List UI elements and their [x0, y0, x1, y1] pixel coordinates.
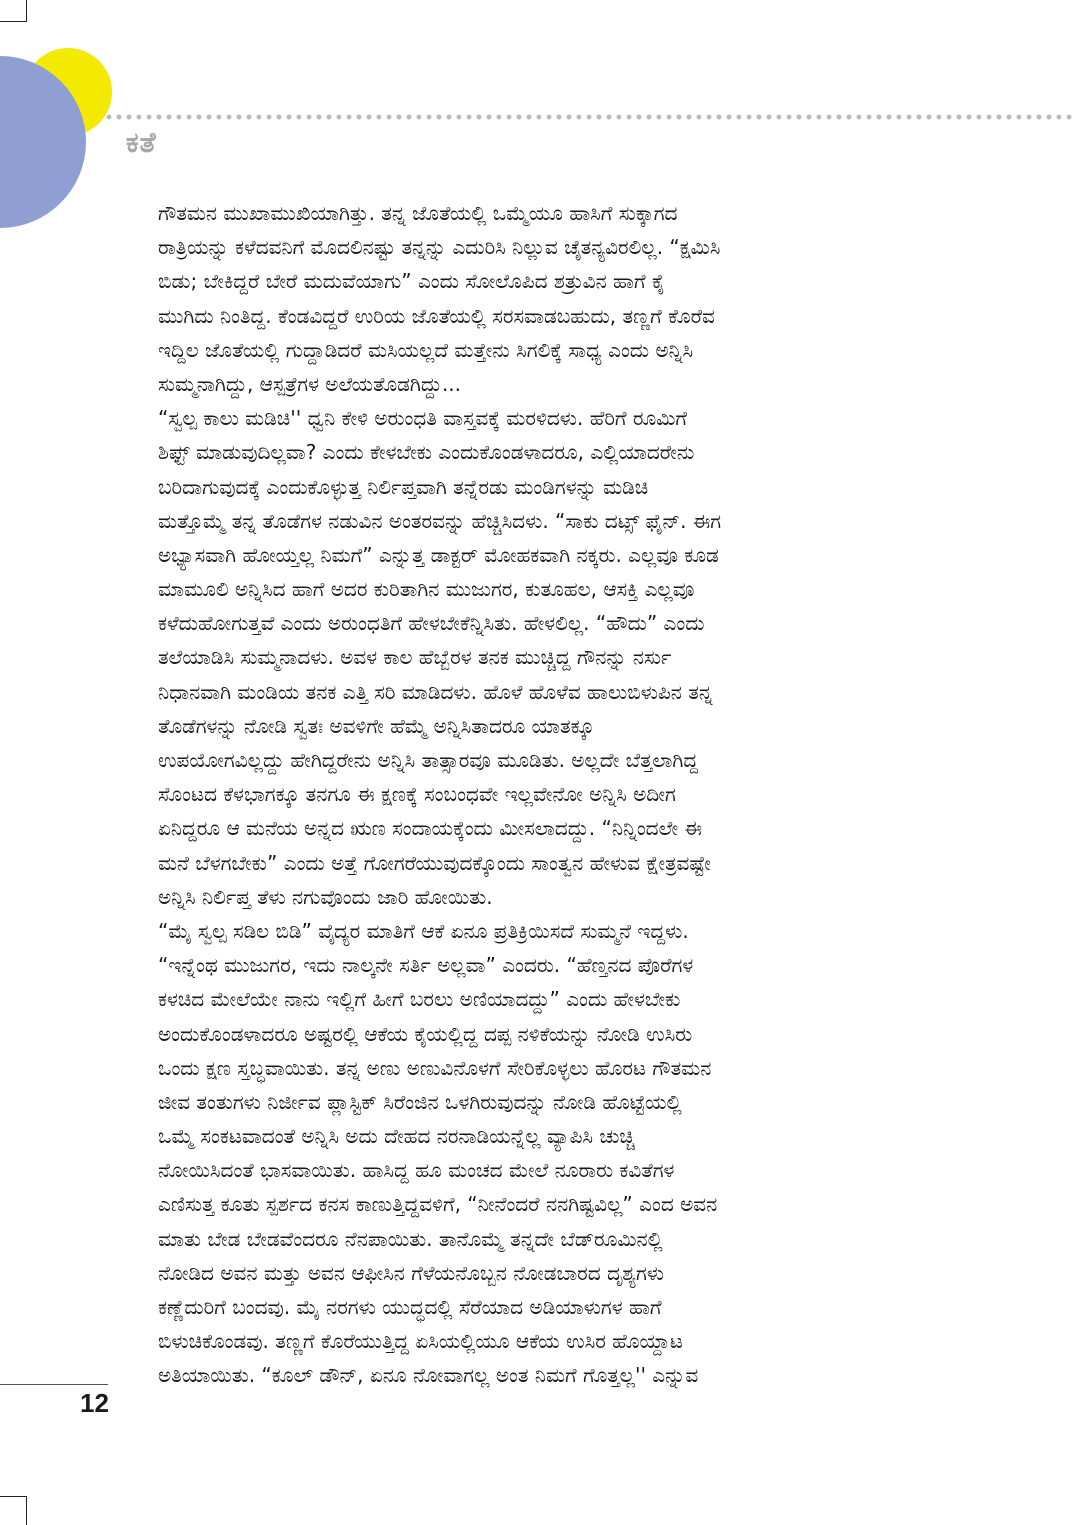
body-line: ಬಿಡು; ಬೇಕಿದ್ದರೆ ಬೇರೆ ಮದುವೆಯಾಗು” ಎಂದು ಸೋಲೊಪಿದ ಶತ್ರುವಿನ ಹಾಗೆ ಕೈ	[158, 269, 666, 294]
story-body	[158, 196, 906, 1393]
body-line: ಮನೆ ಬೆಳಗಬೇಕು” ಎಂದು ಅತ್ತೆ ಗೋಗರೆಯುವುದಕ್ಕೊಂದು ಸಾಂತ್ವನ ಹೇಳುವ ಕ್ಷೇತ್ರವಷ್ಟೇ	[158, 850, 711, 875]
body-line: ಸೊಂಟದ ಕೆಳಭಾಗಕ್ಕೂ ತನಗೂ ಈ ಕ್ಷಣಕ್ಕೆ ಸಂಬಂಧವೇ ಇಲ್ಲವೇನೋ ಅನ್ನಿಸಿ ಅದೀಗ	[158, 782, 676, 807]
body-line: ಕಳಚಿದ ಮೇಲೆಯೇ ನಾನು ಇಲ್ಲಿಗೆ ಹೀಗೆ ಬರಲು ಅಣಿಯಾದದ್ದು” ಎಂದು ಹೇಳಬೇಕು	[158, 987, 681, 1012]
page-number: 12	[80, 1388, 109, 1418]
body-line: ಸುಮ್ಮನಾಗಿದ್ದು, ಆಸ್ಪತ್ರೆಗಳ ಅಲೆಯತೊಡಗಿದ್ದು...	[158, 371, 462, 396]
body-line: ಒಂದು ಕ್ಷಣ ಸ್ತಬ್ಧವಾಯಿತು. ತನ್ನ ಅಣು ಅಣುವಿನೊಳಗೆ ಸೇರಿಕೊಳ್ಳಲು ಹೊರಟ ಗೌತಮನ	[158, 1055, 712, 1080]
crop-mark-bottom	[26, 1496, 27, 1525]
body-line: “ಸ್ವಲ್ಪ ಕಾಲು ಮಡಿಚಿ'' ಧ್ವನಿ ಕೇಳಿ ಅರುಂಧತಿ ವಾಸ್ತವಕ್ಕೆ ಮರಳಿದಳು. ಹೆರಿಗೆ ರೂಮಿಗೆ	[158, 406, 687, 431]
footer-rule	[0, 1384, 108, 1385]
body-line: ಅಂದುಕೊಂಡಳಾದರೂ ಅಷ್ಟರಲ್ಲಿ ಆಕೆಯ ಕೈಯಲ್ಲಿದ್ದ ದಪ್ಪ ನಳಿಕೆಯನ್ನು ನೋಡಿ ಉಸಿರು	[158, 1021, 693, 1046]
body-line: ತೊಡೆಗಳನ್ನು ನೋಡಿ ಸ್ವತಃ ಅವಳಿಗೇ ಹೆಮ್ಮೆ ಅನ್ನಿಸಿತಾದರೂ ಯಾತಕ್ಕೂ	[158, 713, 595, 738]
body-line: ಬಿಳುಚಿಕೊಂಡವು. ತಣ್ಣಗೆ ಕೊರೆಯುತ್ತಿದ್ದ ಏಸಿಯಲ್ಲಿಯೂ ಆಕೆಯ ಉಸಿರ ಹೊಯ್ದಾಟ	[158, 1329, 683, 1354]
body-line: ಮಾತು ಬೇಡ ಬೇಡವೆಂದರೂ ನೆನಪಾಯಿತು. ತಾನೊಮ್ಮೆ ತನ್ನದೇ ಬೆಡ್‌ರೂಮಿನಲ್ಲಿ	[158, 1226, 663, 1251]
crop-mark-top	[26, 0, 27, 22]
body-line: ಅಭ್ಯಾಸವಾಗಿ ಹೋಯ್ತಲ್ಲ ನಿಮಗೆ” ಎನ್ನುತ್ತ ಡಾಕ್ಟರ್ ಮೋಹಕವಾಗಿ ನಕ್ಕರು. ಎಲ್ಲವೂ ಕೂಡ	[158, 542, 719, 567]
body-line: ನೋಯಿಸಿದಂತೆ ಭಾಸವಾಯಿತು. ಹಾಸಿದ್ದ ಹೂ ಮಂಚದ ಮೇಲೆ ನೂರಾರು ಕವಿತೆಗಳ	[158, 1158, 675, 1183]
body-line: ಜೀವ ತಂತುಗಳು ನಿರ್ಜೀವ ಪ್ಲಾಸ್ಟಿಕ್ ಸಿರೆಂಜಿನ ಒಳಗಿರುವುದನ್ನು ನೋಡಿ ಹೊಟ್ಟೆಯಲ್ಲಿ	[158, 1089, 682, 1114]
body-line: ಕಳೆದುಹೋಗುತ್ತವೆ ಎಂದು ಅರುಂಧತಿಗೆ ಹೇಳಬೇಕೆನ್ನಿಸಿತು. ಹೇಳಲಿಲ್ಲ. “ಹೌದು” ಎಂದು	[158, 611, 705, 636]
body-line: ಅನ್ನಿಸಿ ನಿರ್ಲಿಪ್ತ ತೆಳು ನಗುವೊಂದು ಜಾರಿ ಹೋಯಿತು.	[158, 884, 493, 909]
body-line: “ಮೈ ಸ್ವಲ್ಪ ಸಡಿಲ ಬಿಡಿ” ವೈದ್ಯರ ಮಾತಿಗೆ ಆಕೆ ಏನೂ ಪ್ರತಿಕ್ರಿಯಿಸದೆ ಸುಮ್ಮನೆ ಇದ್ದಳು.	[158, 918, 689, 943]
body-line: ಗೌತಮನ ಮುಖಾಮುಖಿಯಾಗಿತ್ತು. ತನ್ನ ಜೊತೆಯಲ್ಲಿ ಒಮ್ಮೆಯೂ ಹಾಸಿಗೆ ಸುಕ್ಕಾಗದ	[158, 201, 678, 225]
body-line: ಅತಿಯಾಯಿತು. “ಕೂಲ್ ಡೌನ್, ಏನೂ ನೋವಾಗಲ್ಲ ಅಂತ ನಿಮಗೆ ಗೊತ್ತಲ್ಲ'' ಎನ್ನುವ	[158, 1363, 699, 1388]
body-line: ತಲೆಯಾಡಿಸಿ ಸುಮ್ಮನಾದಳು. ಅವಳ ಕಾಲ ಹೆಬ್ಬೆರಳ ತನಕ ಮುಚ್ಚಿದ್ದ ಗೌನನ್ನು ನರ್ಸು	[158, 645, 672, 670]
body-line: ನೋಡಿದ ಅವನ ಮತ್ತು ಅವನ ಆಫೀಸಿನ ಗೆಳೆಯನೊಬ್ಬನ ನೋಡಬಾರದ ದೃಶ್ಯಗಳು	[158, 1260, 665, 1285]
body-line: ಎಣಿಸುತ್ತ ಕೂತು ಸ್ಪರ್ಶದ ಕನಸ ಕಾಣುತ್ತಿದ್ದವಳಿಗೆ, “ನೀನೆಂದರೆ ನನಗಿಷ್ಟವಿಲ್ಲ” ಎಂದ ಅವನ	[158, 1192, 718, 1217]
body-line: ಮಾಮೂಲಿ ಅನ್ನಿಸಿದ ಹಾಗೆ ಅದರ ಕುರಿತಾಗಿನ ಮುಜುಗರ, ಕುತೂಹಲ, ಆಸಕ್ತಿ ಎಲ್ಲವೂ	[158, 577, 695, 602]
body-line: ನಿಧಾನವಾಗಿ ಮಂಡಿಯ ತನಕ ಎತ್ತಿ ಸರಿ ಮಾಡಿದಳು. ಹೊಳೆ ಹೊಳೆವ ಹಾಲುಬಿಳುಪಿನ ತನ್ನ	[158, 679, 713, 704]
crop-mark-top-h	[0, 21, 26, 22]
crop-mark-bottom-h	[0, 1496, 26, 1497]
body-line: ಉಪಯೋಗವಿಲ್ಲದ್ದು ಹೇಗಿದ್ದರೇನು ಅನ್ನಿಸಿ ತಾತ್ಸಾರವೂ ಮೂಡಿತು. ಅಲ್ಲದೇ ಬೆತ್ತಲಾಗಿದ್ದ	[158, 748, 699, 772]
body-line: ಕಣ್ಣೆದುರಿಗೆ ಬಂದವು. ಮೈ ನರಗಳು ಯುದ್ಧದಲ್ಲಿ ಸೆರೆಯಾದ ಅಡಿಯಾಳುಗಳ ಹಾಗೆ	[158, 1295, 662, 1319]
body-line: ಮತ್ತೊಮ್ಮೆ ತನ್ನ ತೊಡೆಗಳ ನಡುವಿನ ಅಂತರವನ್ನು ಹೆಚ್ಚಿಸಿದಳು. “ಸಾಕು ದಟ್ಸ್ ಫೈನ್. ಈಗ	[158, 508, 722, 533]
body-line: ರಾತ್ರಿಯನ್ನು ಕಳೆದವನಿಗೆ ಮೊದಲಿನಷ್ಟು ತನ್ನನ್ನು ಎದುರಿಸಿ ನಿಲ್ಲುವ ಚೈತನ್ಯವಿರಲಿಲ್ಲ. “ಕ್ಷಮಿಸಿ	[158, 235, 721, 260]
body-line: ಏನಿದ್ದರೂ ಆ ಮನೆಯ ಅನ್ನದ ಋಣ ಸಂದಾಯಕ್ಕೆಂದು ಮೀಸಲಾದದ್ದು. “ನಿನ್ನಿಂದಲೇ ಈ	[158, 816, 702, 841]
body-line: ಇದ್ದಿಲ ಜೊತೆಯಲ್ಲಿ ಗುದ್ದಾಡಿದರೆ ಮಸಿಯಲ್ಲದೆ ಮತ್ತೇನು ಸಿಗಲಿಕ್ಕೆ ಸಾಧ್ಯ ಎಂದು ಅನ್ನಿಸಿ	[158, 337, 694, 362]
body-line: ಶಿಫ್ಟ್ ಮಾಡುವುದಿಲ್ಲವಾ? ಎಂದು ಕೇಳಬೇಕು ಎಂದುಕೊಂಡಳಾದರೂ, ಎಲ್ಲಿಯಾದರೇನು	[158, 440, 695, 465]
body-line: ಬರಿದಾಗುವುದಕ್ಕೆ ಎಂದುಕೊಳ್ಳುತ್ತ ನಿರ್ಲಿಪ್ತವಾಗಿ ತನ್ನೆರಡು ಮಂಡಿಗಳನ್ನು ಮಡಿಚಿ	[158, 474, 649, 499]
body-line: ಒಮ್ಮೆ ಸಂಕಟವಾದಂತೆ ಅನ್ನಿಸಿ ಅದು ದೇಹದ ನರನಾಡಿಯನ್ನೆಲ್ಲ ವ್ಯಾಪಿಸಿ ಚುಚ್ಚಿ	[158, 1124, 635, 1149]
dotted-header-rule	[104, 114, 1072, 120]
section-label: ಕತೆ	[126, 126, 157, 159]
body-line: ಮುಗಿದು ನಿಂತಿದ್ದ. ಕೆಂಡವಿದ್ದರೆ ಉರಿಯ ಜೊತೆಯಲ್ಲಿ ಸರಸವಾಡಬಹುದು, ತಣ್ಣಗೆ ಕೊರೆವ	[158, 303, 715, 328]
body-line: “ಇನ್ನೆಂಥ ಮುಜುಗರ, ಇದು ನಾಲ್ಕನೇ ಸರ್ತಿ ಅಲ್ಲವಾ” ಎಂದರು. “ಹೆಣ್ತನದ ಪೊರೆಗಳ	[158, 953, 694, 978]
